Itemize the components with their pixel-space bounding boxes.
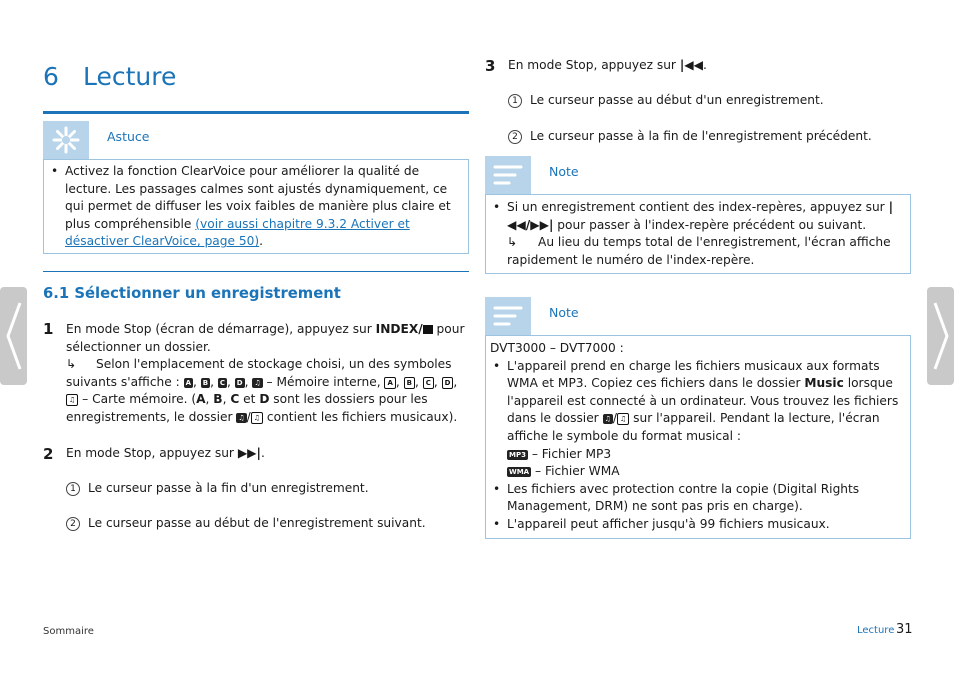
card-folder-c-icon: C: [423, 377, 434, 389]
tip-panel: [43, 159, 469, 254]
index-key: INDEX/: [375, 322, 423, 336]
step-2-option-1: 1 Le curseur passe à la fin d'un enregistrement.: [66, 480, 369, 498]
note-icon: [485, 156, 531, 194]
note-1-label: Note: [549, 164, 579, 179]
card-music-folder-icon: ♫: [251, 412, 263, 424]
card-folder-d-icon: D: [442, 377, 454, 389]
page-number: 31: [896, 622, 913, 637]
circled-2-icon: 2: [66, 517, 80, 531]
step-1-number: 1: [43, 320, 54, 338]
circled-1-icon: 1: [66, 482, 80, 496]
folder-b-icon: B: [202, 378, 209, 387]
chapter-title: Lecture: [83, 62, 177, 91]
step-3-option-1: 1 Le curseur passe au début d'un enregistrement.: [508, 92, 824, 110]
note-1-panel: [485, 194, 911, 274]
step-1: En mode Stop (écran de démarrage), appuyez sur INDEX/ pour sélectionner un dossier. ↳ Selon l'emplacement de stockage choisi, un des symboles suivants s'affiche : A , B , C , D , ♫ – Mémoire interne, A , B , C , D , ♫ – Carte mémoire. (A, B, C et D sont les dossiers pour les enregistrements, le dossier ♫ / ♫ contient les fichiers musicaux).: [66, 321, 469, 427]
card-music-folder-icon: ♫: [617, 413, 629, 425]
chapter-number: 6: [43, 62, 59, 91]
folder-d-icon: D: [236, 378, 243, 387]
mp3-icon: MP3: [509, 450, 526, 459]
folder-a-icon: A: [185, 378, 192, 387]
card-folder-a-icon: A: [384, 377, 395, 389]
next-page-button[interactable]: [927, 287, 954, 385]
chapter-heading: [43, 62, 176, 91]
tip-label: Astuce: [107, 129, 150, 144]
next-icon: ▶▶|: [237, 446, 262, 460]
prev-next-icon: |◀◀/▶▶|: [507, 200, 894, 232]
note-icon: [485, 297, 531, 335]
step-3: En mode Stop, appuyez sur |◀◀.: [508, 58, 707, 72]
chevron-left-icon: [6, 301, 22, 371]
music-folder-icon: ♫: [254, 378, 261, 387]
note-2-label: Note: [549, 305, 579, 320]
contents-link[interactable]: Sommaire: [43, 626, 94, 637]
step-2: En mode Stop, appuyez sur ▶▶|.: [66, 446, 265, 460]
card-folder-b-icon: B: [404, 377, 415, 389]
circled-2-icon: 2: [508, 130, 522, 144]
wma-icon: WMA: [509, 468, 530, 477]
music-folder-icon: ♫: [238, 413, 245, 422]
note-1-item: • Si un enregistrement contient des index-repères, appuyez sur |◀◀/▶▶| pour passer à l'index-repère précédent ou suivant. ↳ Au lieu du temps total de l'enregistrement, l'écran affiche rapidement le numéro de l'index-repère.: [490, 199, 900, 269]
note-2-item: • Les fichiers avec protection contre la copie (Digital Rights Management, DRM) ne sont pas pris en charge).: [490, 481, 900, 516]
step-3-number: 3: [485, 57, 496, 75]
folder-c-icon: C: [219, 378, 226, 387]
card-music-folder-icon: ♫: [66, 394, 78, 406]
previous-page-button[interactable]: [0, 287, 27, 385]
tip-link[interactable]: (voir aussi chapitre 9.3.2 Activer et désactiver ClearVoice, page 50): [65, 216, 410, 249]
section-rule: [43, 271, 469, 272]
previous-icon: |◀◀: [679, 58, 704, 72]
result-arrow-icon: ↳: [66, 357, 77, 372]
tip-item: • Activez la fonction ClearVoice pour améliorer la qualité de lecture. Les passages calmes sont ajustés dynamiquement, ce qui permet de diffuser les voix faibles de manière plus claire et plus compréhensible (voir aussi chapitre 9.3.2 Activer et désactiver ClearVoice, page 50).: [48, 163, 458, 251]
tip-icon: [43, 121, 89, 159]
circled-1-icon: 1: [508, 94, 522, 108]
step-3-option-2: 2 Le curseur passe à la fin de l'enregistrement précédent.: [508, 128, 872, 146]
note-2-models: DVT3000 – DVT7000 :: [490, 341, 624, 355]
chevron-right-icon: [933, 301, 949, 371]
step-2-option-2: 2 Le curseur passe au début de l'enregistrement suivant.: [66, 515, 426, 533]
result-arrow-icon: ↳: [507, 235, 518, 250]
footer-section: Lecture: [857, 625, 895, 636]
music-folder-icon: ♫: [604, 415, 611, 424]
note-2-item: • L'appareil peut afficher jusqu'à 99 fichiers musicaux.: [490, 516, 900, 534]
step-2-number: 2: [43, 445, 54, 463]
step-1-result: ↳ Selon l'emplacement de stockage choisi, un des symboles suivants s'affiche : A , B , C , D , ♫ – Mémoire interne, A , B , C , D , ♫ – Carte mémoire. (A, B, C et D sont les dossiers pour les enregistrements, le dossier ♫ / ♫ contient les fichiers musicaux).: [66, 357, 458, 424]
folder-icon: [423, 325, 433, 334]
note-2-panel: [485, 335, 911, 539]
note-2-item: • L'appareil prend en charge les fichiers musicaux aux formats WMA et MP3. Copiez ces fichiers dans le dossier Music lorsque l'appareil est connecté à un ordinateur. Vous trouvez les fichiers dans le dossier ♫ / ♫ sur l'appareil. Pendant la lecture, l'écran affiche le symbole du format musical : MP3 – Fichier MP3 WMA – Fichier WMA: [490, 358, 900, 481]
section-title: 6.1 Sélectionner un enregistrement: [43, 285, 341, 302]
heading-rule: [43, 111, 469, 114]
